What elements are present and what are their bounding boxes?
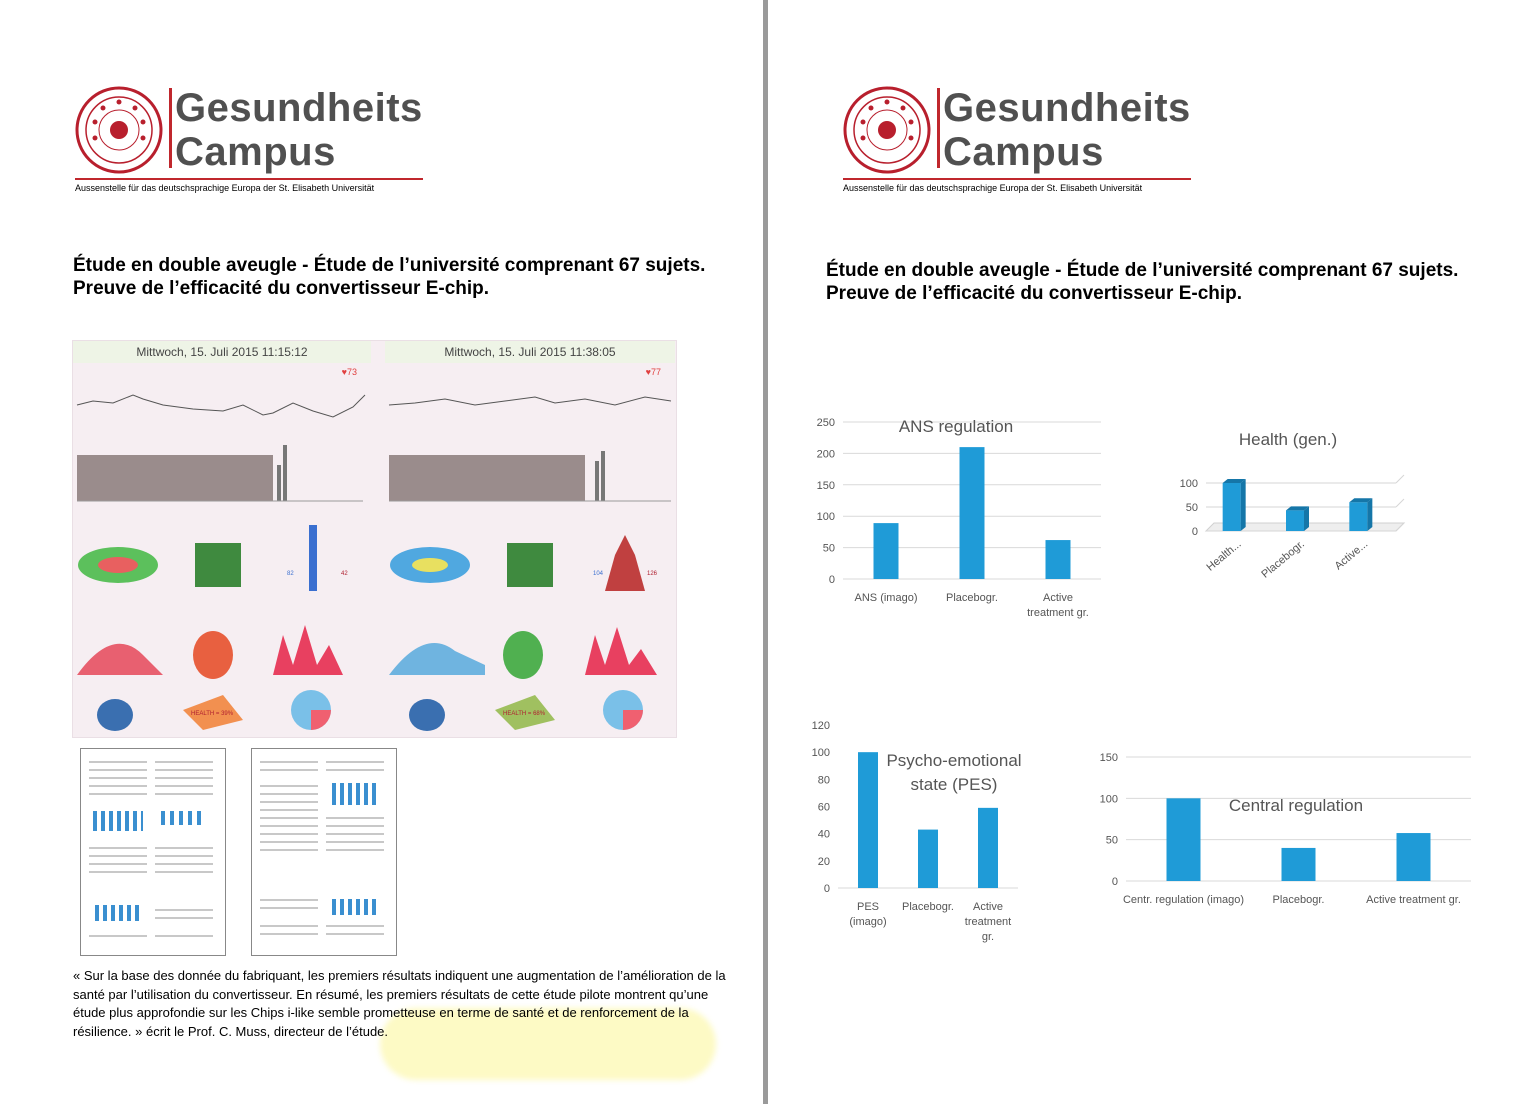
screenshot-panel-before — [73, 341, 371, 737]
x-tick-label: ANS (imago) — [854, 592, 918, 604]
y-tick-label: 100 — [1099, 793, 1118, 806]
chart-title: ANS regulation — [898, 417, 1014, 436]
logo-line-2: Campus — [943, 130, 1104, 174]
x-tick-label: Centr. regulation (imago) — [1122, 894, 1245, 906]
study-quote: « Sur la base des donnée du fabriquant, les premiers résultats indiquent une augmentation de l’amélioration de la santé par l’utilisation du convertisseur. En résumé, les premiers résultats de cette étude pilote montrent qu’une étude plus approfondie sur les Chips i-like semble prometteuse en terme de santé et de renforcement de la résilience. » écrit le Prof. C. Muss, directeur de l’étude. — [73, 968, 726, 1039]
y-tick-label: 50 — [1105, 834, 1118, 847]
chart-svg — [1098, 745, 1478, 915]
page-heading: Étude en double aveugle - Étude de l’université comprenant 67 sujets. Preuve de l’efficacité du convertisseur E-chip. — [73, 255, 706, 299]
panel-date: Mittwoch, 15. Juli 2015 11:38:05 — [385, 341, 675, 363]
chart-svg — [808, 716, 1048, 956]
y-tick-label: 100 — [811, 747, 830, 760]
bar — [960, 447, 985, 579]
screenshot-panel-after — [385, 341, 675, 737]
bar — [1046, 540, 1071, 579]
page-heading: Étude en double aveugle - Étude de l’université comprenant 67 sujets. Preuve de l’efficacité du convertisseur E-chip. — [826, 260, 1459, 304]
x-tick-label: Active treatment gr. — [1366, 894, 1461, 906]
bar-side — [1304, 506, 1309, 531]
chart-title: Health (gen.) — [1238, 430, 1338, 449]
health-score: HEALTH = 39% — [191, 711, 234, 717]
chart-svg — [1168, 420, 1408, 590]
x-tick-label: Placebogr. — [902, 901, 954, 913]
bar — [1286, 510, 1304, 531]
bar — [918, 830, 938, 888]
university-seal-icon — [75, 86, 163, 174]
x-tick-label: Active — [973, 901, 1003, 913]
y-tick-label: 0 — [1111, 876, 1118, 888]
energy-right: 126 — [647, 571, 658, 577]
chart-title: state (PES) — [910, 775, 998, 794]
gridline — [1396, 475, 1404, 483]
y-tick-label: 50 — [1185, 502, 1198, 514]
biofeedback-charts — [73, 365, 371, 735]
logo-subtitle: Aussenstelle für das deutschsprachige Europa der St. Elisabeth Universität — [75, 183, 375, 193]
chart-health-general — [1168, 420, 1408, 595]
y-tick-label: 60 — [817, 801, 830, 814]
chart-title: Central regulation — [1228, 796, 1364, 815]
gridline — [1396, 499, 1404, 507]
study-page-thumbnail — [80, 748, 226, 956]
bar — [1349, 502, 1367, 531]
bar-side — [1241, 479, 1246, 531]
x-tick-label: Health... — [1204, 538, 1244, 574]
bar — [978, 808, 998, 888]
bar — [1223, 483, 1241, 531]
y-tick-label: 0 — [823, 883, 830, 895]
university-seal-icon — [843, 86, 931, 174]
bar — [874, 523, 899, 579]
y-tick-label: 0 — [828, 574, 835, 586]
biofeedback-charts — [385, 365, 675, 735]
y-tick-label: 100 — [816, 511, 835, 524]
logo-line-1: Gesundheits — [943, 86, 1191, 130]
x-tick-label: Active... — [1332, 538, 1371, 573]
measurement-screenshot — [72, 340, 677, 738]
logo-rule — [75, 178, 423, 180]
x-tick-label: treatment gr. — [1027, 607, 1089, 619]
y-tick-label: 120 — [811, 720, 830, 732]
y-tick-label: 0 — [1191, 526, 1198, 538]
x-tick-label: Placebogr. — [946, 592, 998, 604]
y-tick-label: 200 — [816, 448, 835, 461]
y-tick-label: 150 — [816, 479, 835, 492]
chart-svg — [808, 410, 1108, 625]
y-tick-label: 100 — [1179, 478, 1198, 490]
y-tick-label: 250 — [816, 417, 835, 429]
x-tick-label: treatment — [964, 916, 1012, 928]
chart-psycho-emotional-state — [808, 716, 1048, 961]
right-page — [768, 0, 1529, 1104]
chart-title: Psycho-emotional — [886, 751, 1022, 770]
y-tick-label: 40 — [817, 828, 830, 841]
left-page — [0, 0, 763, 1104]
x-tick-label: Active — [1043, 592, 1073, 604]
energy-right: 42 — [341, 571, 348, 577]
x-tick-label: PES — [856, 901, 880, 913]
logo-bar — [937, 88, 940, 168]
bar — [1167, 798, 1201, 881]
logo-line-1: Gesundheits — [175, 86, 423, 130]
logo — [843, 86, 1193, 198]
y-tick-label: 20 — [817, 855, 830, 868]
y-tick-label: 80 — [817, 774, 830, 787]
bar — [1282, 848, 1316, 881]
chart-central-regulation — [1098, 745, 1478, 920]
heart-rate: ♥73 — [341, 367, 357, 377]
y-tick-label: 150 — [1099, 752, 1118, 764]
chart-ans-regulation — [808, 410, 1108, 630]
x-tick-label: gr. — [981, 931, 995, 943]
y-tick-label: 50 — [822, 542, 835, 555]
x-tick-label: (imago) — [849, 916, 887, 928]
energy-left: 82 — [287, 571, 294, 577]
bar — [858, 752, 878, 888]
logo — [75, 86, 425, 198]
logo-subtitle: Aussenstelle für das deutschsprachige Europa der St. Elisabeth Universität — [843, 183, 1143, 193]
bar — [1397, 833, 1431, 881]
heart-rate: ♥77 — [645, 367, 661, 377]
bar-side — [1367, 498, 1372, 531]
x-tick-label: Placebogr. — [1272, 894, 1325, 906]
energy-left: 104 — [593, 571, 604, 577]
study-page-thumbnail — [251, 748, 397, 956]
logo-bar — [169, 88, 172, 168]
x-tick-label: Placebogr. — [1259, 538, 1307, 581]
panel-date: Mittwoch, 15. Juli 2015 11:15:12 — [73, 341, 371, 363]
health-score: HEALTH = 68% — [503, 711, 546, 717]
logo-rule — [843, 178, 1191, 180]
logo-line-2: Campus — [175, 130, 336, 174]
